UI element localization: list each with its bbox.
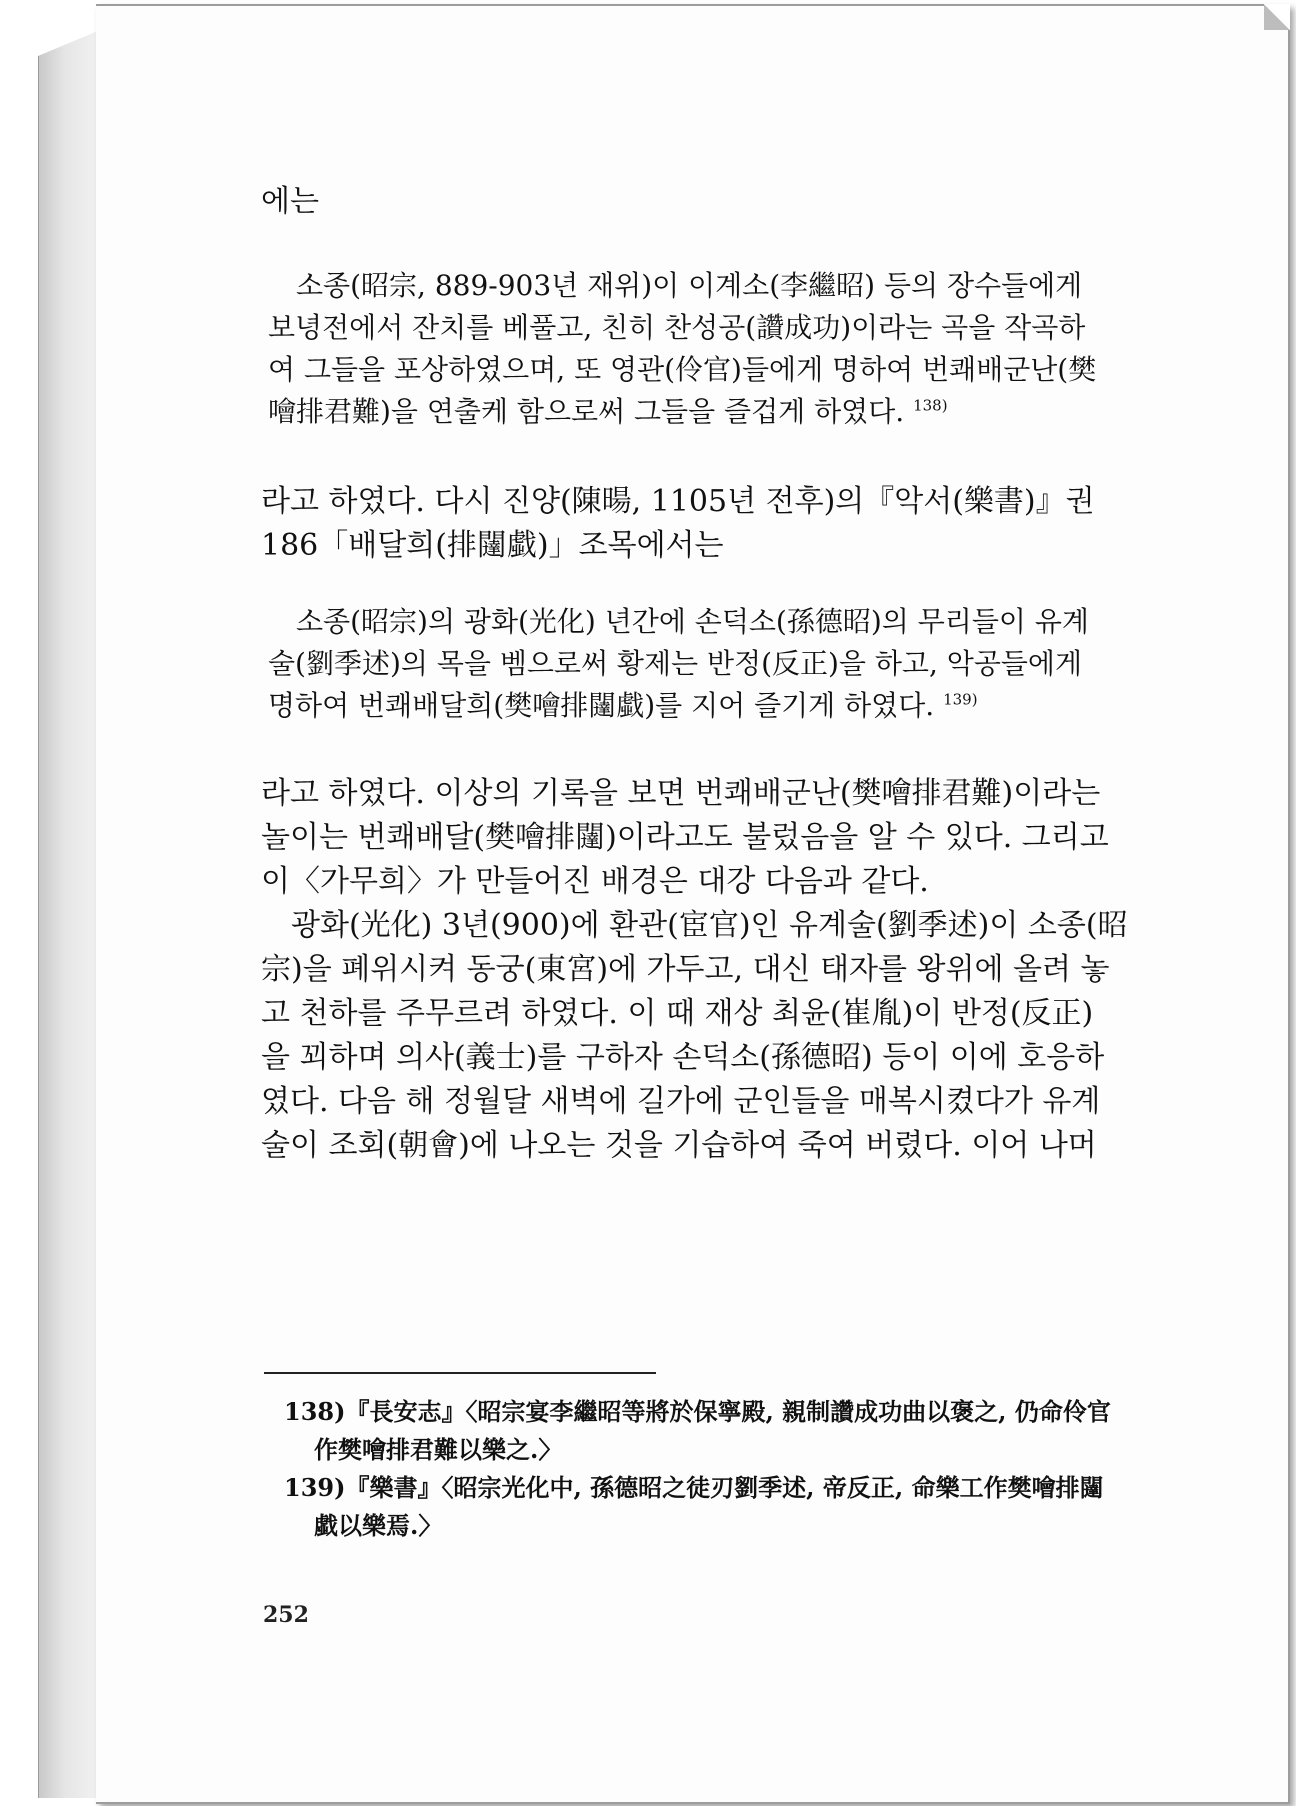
footnote-divider <box>264 1372 656 1374</box>
para2-line: 였다. 다음 해 정월달 새벽에 길가에 군인들을 매복시켰다가 유계 <box>261 1084 1101 1119</box>
quote1-line-last <box>268 390 948 430</box>
footnote-ref-139: 139) <box>943 690 978 709</box>
quote1-line: 보녕전에서 잔치를 베풀고, 친히 찬성공(讚成功)이라는 곡을 작곡하 <box>268 311 1086 344</box>
footnote-139-line: 戱以樂焉.〉 <box>314 1511 443 1540</box>
para2-line: 을 꾀하며 의사(義士)를 구하자 손덕소(孫德昭) 등이 이에 호응하 <box>261 1040 1105 1075</box>
quote1-line-text: 噲排君難)을 연출케 함으로써 그들을 즐겁게 하였다. <box>268 395 905 428</box>
quote1-line: 여 그들을 포상하였으며, 또 영관(伶官)들에게 명하여 번쾌배군난(樊 <box>268 353 1097 386</box>
quote1-line: 소종(昭宗, 889-903년 재위)이 이계소(李繼昭) 등의 장수들에게 <box>296 269 1083 302</box>
para2-line: 술이 조회(朝會)에 나오는 것을 기습하여 죽여 버렸다. 이어 나머 <box>261 1128 1097 1163</box>
para1-line: 186「배달희(排闥戱)」조목에서는 <box>261 528 724 563</box>
para2-line: 宗)을 폐위시켜 동궁(東宮)에 가두고, 대신 태자를 왕위에 올려 놓 <box>261 952 1110 987</box>
footnote-139-line: 139)『樂書』〈昭宗光化中, 孫德昭之徒刃劉季述, 帝反正, 命樂工作樊噲排闥 <box>284 1473 1104 1502</box>
para1-line: 라고 하였다. 다시 진양(陳暘, 1105년 전후)의『악서(樂書)』권 <box>261 484 1095 519</box>
intro-text: 에는 <box>261 184 319 219</box>
footnote-138-line: 作樊噲排君難以樂之.〉 <box>314 1435 563 1464</box>
footnote-138-line: 138)『長安志』〈昭宗宴李繼昭等將於保寧殿, 親制讚成功曲以褒之, 仍命伶官 <box>284 1397 1111 1426</box>
quote2-line: 술(劉季述)의 목을 벰으로써 황제는 반정(反正)을 하고, 악공들에게 <box>268 647 1083 680</box>
quote2-line-text: 명하여 번쾌배달희(樊噲排闥戱)를 지어 즐기게 하였다. <box>268 689 935 722</box>
book-spine <box>38 28 105 1798</box>
quote2-line: 소종(昭宗)의 광화(光化) 년간에 손덕소(孫德昭)의 무리들이 유계 <box>296 605 1089 638</box>
para2-line: 라고 하였다. 이상의 기록을 보면 번쾌배군난(樊噲排君難)이라는 <box>261 776 1101 811</box>
para2-line: 이〈가무희〉가 만들어진 배경은 대강 다음과 같다. <box>261 864 929 899</box>
para2-line: 고 천하를 주무르려 하였다. 이 때 재상 최윤(崔胤)이 반정(反正) <box>261 996 1094 1031</box>
book-page <box>96 4 1290 1804</box>
para2-line: 놀이는 번쾌배달(樊噲排闥)이라고도 불렀음을 알 수 있다. 그리고 <box>261 820 1109 855</box>
footnote-ref-138: 138) <box>913 396 948 415</box>
page-corner-fold <box>1264 4 1290 30</box>
para2-line: 광화(光化) 3년(900)에 환관(宦官)인 유계술(劉季述)이 소종(昭 <box>291 908 1128 943</box>
page-number: 252 <box>263 1602 309 1628</box>
quote2-line-last <box>268 684 978 724</box>
